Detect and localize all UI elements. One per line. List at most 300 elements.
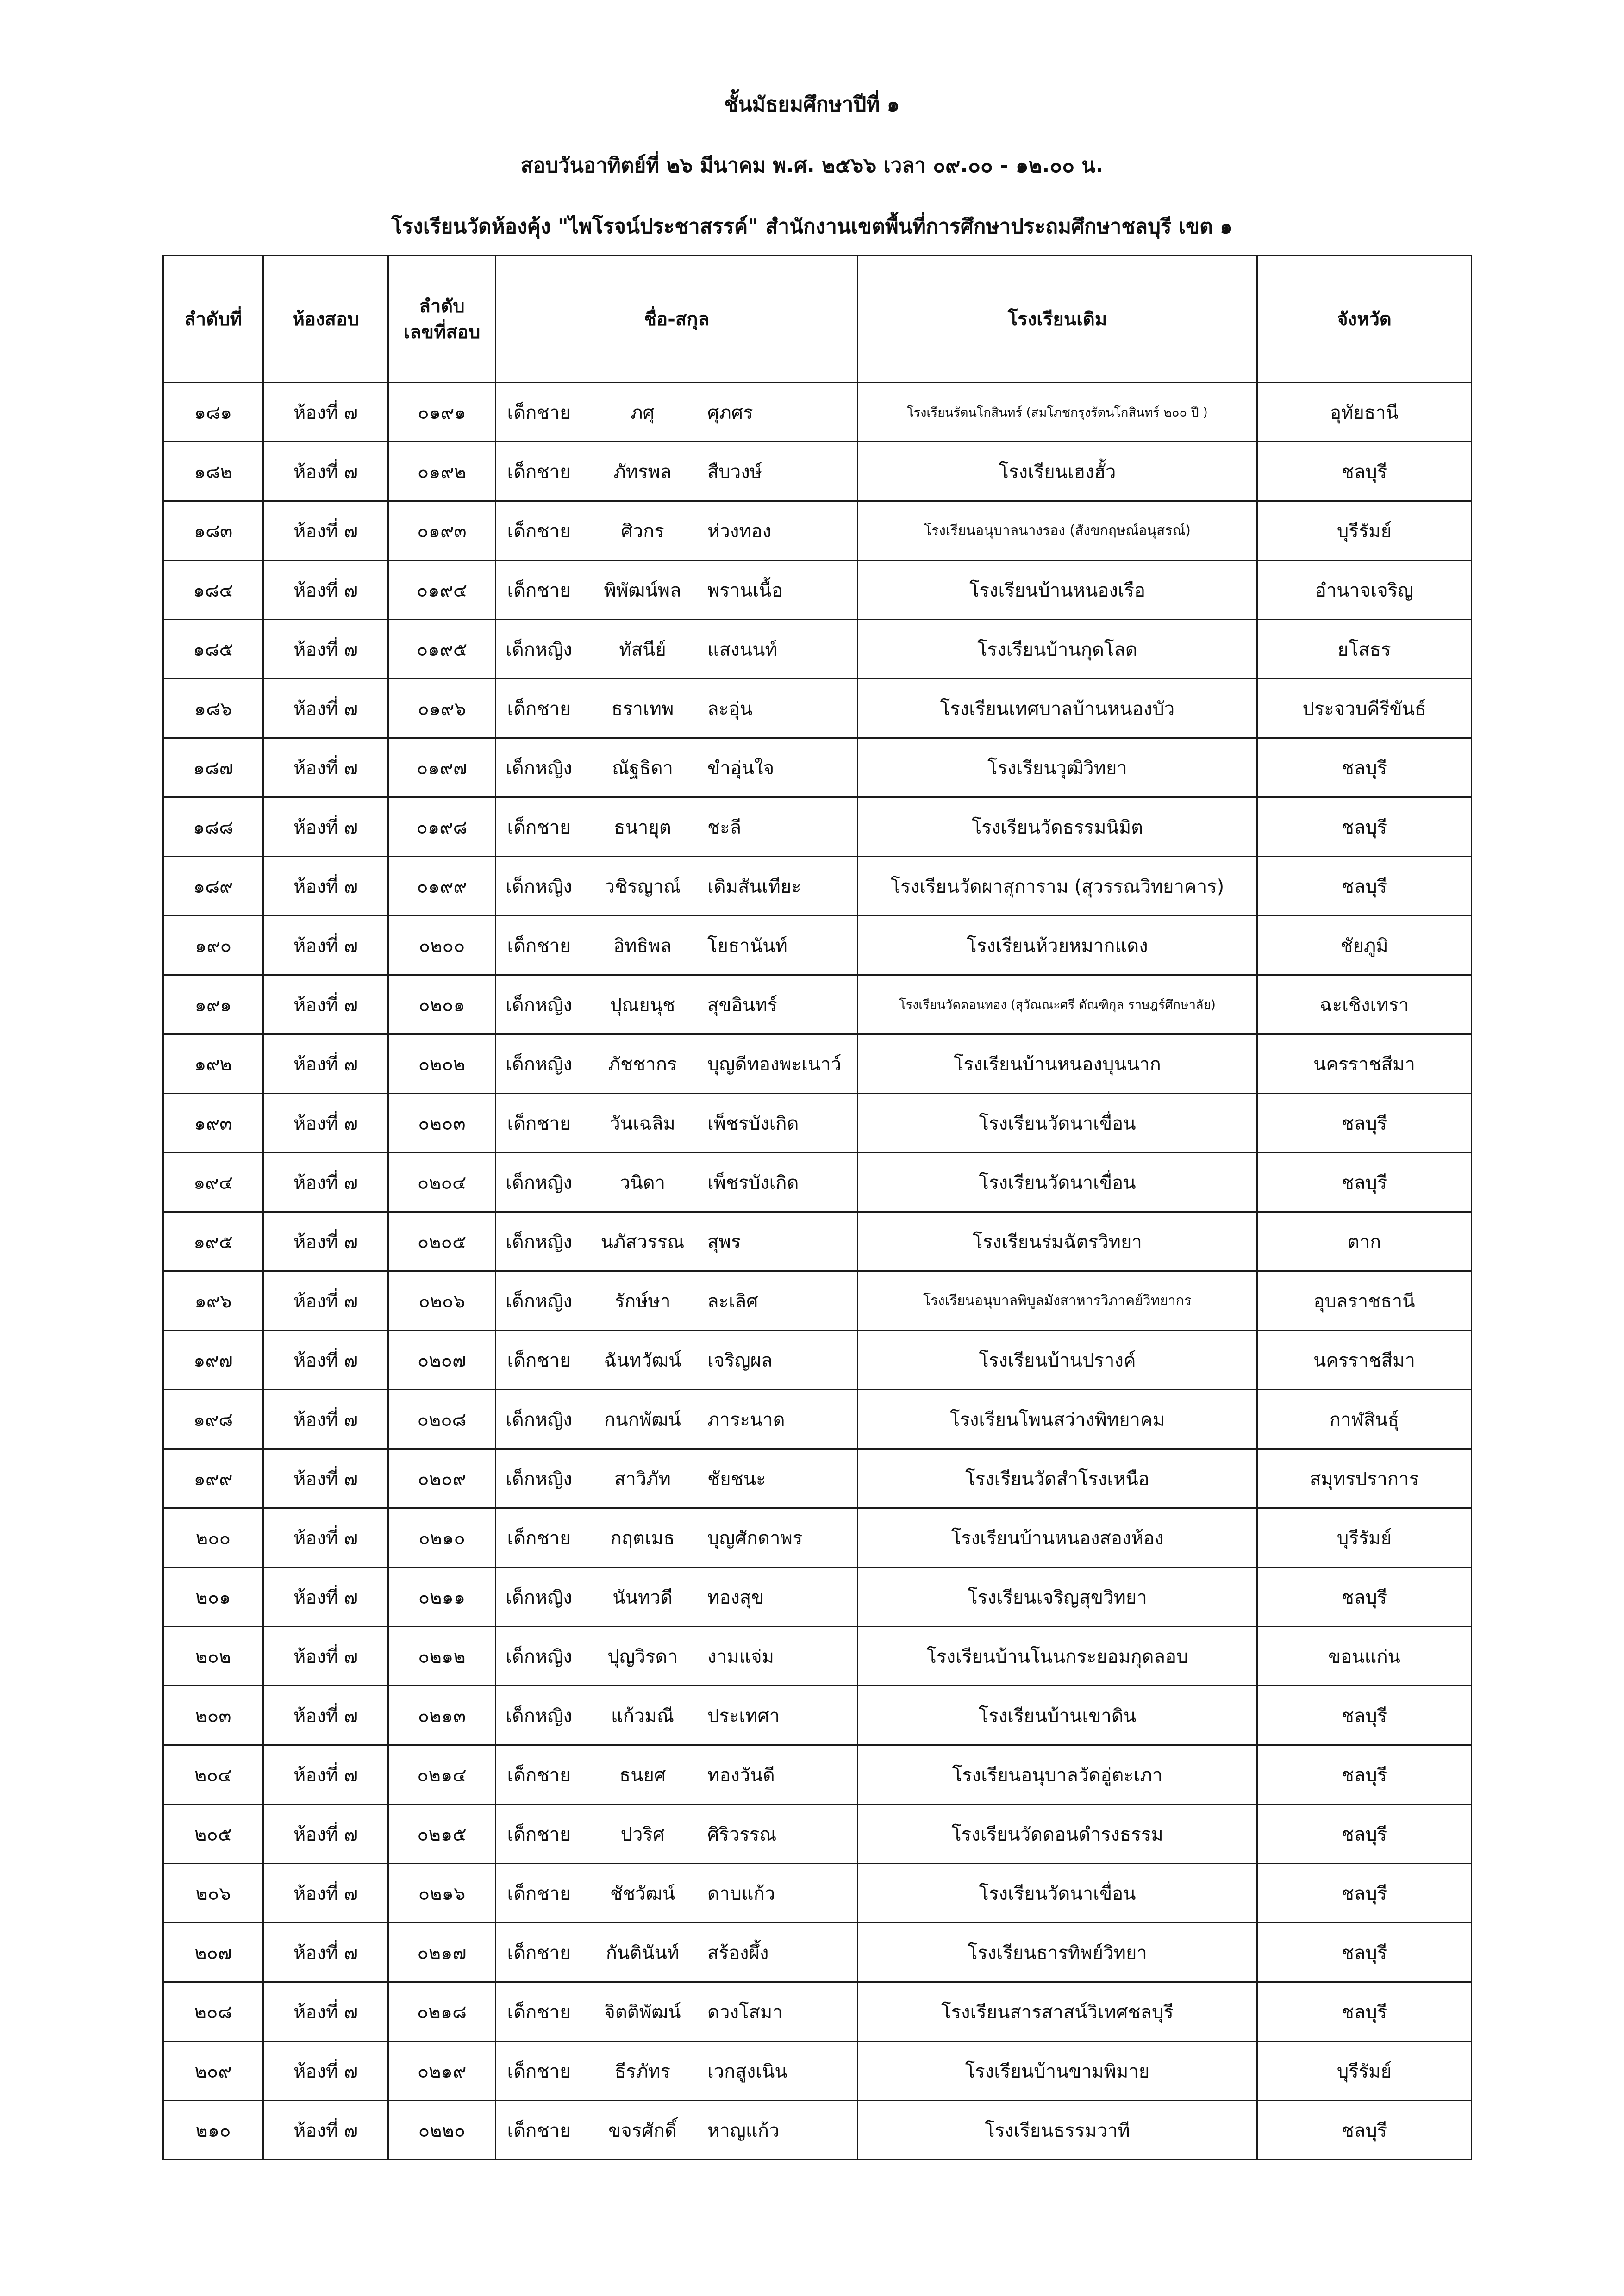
name-group bbox=[496, 931, 857, 960]
province-cell: ชัยภูมิ bbox=[1257, 916, 1472, 975]
province-cell: ฉะเชิงเทรา bbox=[1257, 975, 1472, 1034]
name-cell bbox=[496, 1034, 858, 1094]
name-last: ศิริวรรณ bbox=[707, 1823, 777, 1845]
province-cell: ขอนแก่น bbox=[1257, 1627, 1472, 1686]
name-first: ภัทรพล bbox=[613, 461, 672, 483]
school-cell: โรงเรียนธรรมวาที bbox=[858, 2101, 1257, 2160]
name-first: พิพัฒน์พล bbox=[604, 579, 681, 601]
exam-number-cell: ๐๒๐๐ bbox=[388, 916, 496, 975]
province-cell: ชลบุรี bbox=[1257, 1923, 1472, 1982]
school-cell: โรงเรียนรัตนโกสินทร์ (สมโภชกรุงรัตนโกสินทร์ ๒๐๐ ปี ) bbox=[858, 383, 1257, 442]
province-cell: อำนาจเจริญ bbox=[1257, 560, 1472, 620]
name-last: หาญแก้ว bbox=[707, 2120, 780, 2141]
table-row bbox=[163, 1923, 1472, 1982]
name-title: เด็กหญิง bbox=[506, 1468, 572, 1490]
room-cell: ห้องที่ ๗ bbox=[263, 1627, 388, 1686]
school-cell: โรงเรียนวัดดอนดำรงธรรม bbox=[858, 1804, 1257, 1864]
name-group bbox=[496, 1108, 857, 1138]
school-cell: โรงเรียนสารสาสน์วิเทศชลบุรี bbox=[858, 1982, 1257, 2041]
table-row bbox=[163, 1212, 1472, 1271]
table-row bbox=[163, 620, 1472, 679]
order-cell: ๒๐๒ bbox=[163, 1627, 263, 1686]
name-cell bbox=[496, 1449, 858, 1508]
school-cell: โรงเรียนวัดสำโรงเหนือ bbox=[858, 1449, 1257, 1508]
name-cell bbox=[496, 975, 858, 1034]
province-cell: บุรีรัมย์ bbox=[1257, 1508, 1472, 1568]
order-cell: ๑๙๓ bbox=[163, 1094, 263, 1153]
room-cell: ห้องที่ ๗ bbox=[263, 679, 388, 738]
name-group bbox=[496, 990, 857, 1020]
col-header-order: ลำดับที่ bbox=[163, 256, 263, 383]
order-cell: ๑๘๓ bbox=[163, 501, 263, 560]
province-cell: ชลบุรี bbox=[1257, 2101, 1472, 2160]
school-cell: โรงเรียนเจริญสุขวิทยา bbox=[858, 1568, 1257, 1627]
name-title: เด็กชาย bbox=[507, 1113, 571, 1134]
order-cell: ๒๐๓ bbox=[163, 1686, 263, 1745]
order-cell: ๑๘๖ bbox=[163, 679, 263, 738]
room-cell: ห้องที่ ๗ bbox=[263, 1982, 388, 2041]
table-row bbox=[163, 916, 1472, 975]
name-first: กฤตเมธ bbox=[610, 1527, 675, 1549]
name-title: เด็กหญิง bbox=[506, 1172, 572, 1194]
name-cell bbox=[496, 916, 858, 975]
name-group bbox=[496, 1582, 857, 1612]
name-title: เด็กหญิง bbox=[506, 757, 572, 779]
room-cell: ห้องที่ ๗ bbox=[263, 1153, 388, 1212]
name-title: เด็กชาย bbox=[507, 816, 571, 838]
name-first: วชิรญาณ์ bbox=[604, 876, 681, 897]
school-cell: โรงเรียนวัดนาเขื่อน bbox=[858, 1094, 1257, 1153]
order-cell: ๑๘๗ bbox=[163, 738, 263, 797]
province-cell: ชลบุรี bbox=[1257, 1153, 1472, 1212]
province-cell: ตาก bbox=[1257, 1212, 1472, 1271]
name-cell bbox=[496, 797, 858, 857]
exam-number-cell: ๐๒๑๖ bbox=[388, 1864, 496, 1923]
school-cell: โรงเรียนอนุบาลนางรอง (สังขกฤษณ์อนุสรณ์) bbox=[858, 501, 1257, 560]
exam-number-cell: ๐๒๐๘ bbox=[388, 1390, 496, 1449]
name-last: ประเทศา bbox=[707, 1705, 780, 1727]
room-cell: ห้องที่ ๗ bbox=[263, 1745, 388, 1804]
province-cell: นครราชสีมา bbox=[1257, 1331, 1472, 1390]
school-cell: โรงเรียนโพนสว่างพิทยาคม bbox=[858, 1390, 1257, 1449]
table-row bbox=[163, 1864, 1472, 1923]
name-title: เด็กหญิง bbox=[506, 639, 572, 660]
name-group bbox=[496, 694, 857, 723]
room-cell: ห้องที่ ๗ bbox=[263, 1271, 388, 1331]
name-first: ปุณยนุช bbox=[610, 994, 675, 1016]
name-first: กนกพัฒน์ bbox=[604, 1409, 681, 1431]
school-cell: โรงเรียนเทศบาลบ้านหนองบัว bbox=[858, 679, 1257, 738]
name-first: ฉันทวัฒน์ bbox=[604, 1350, 681, 1371]
name-first: ปวริศ bbox=[620, 1823, 665, 1845]
name-group bbox=[496, 2056, 857, 2086]
order-cell: ๑๙๐ bbox=[163, 916, 263, 975]
name-group bbox=[496, 1760, 857, 1790]
room-cell: ห้องที่ ๗ bbox=[263, 1212, 388, 1271]
school-cell: โรงเรียนวัดผาสุการาม (สุวรรณวิทยาคาร) bbox=[858, 857, 1257, 916]
roster-body bbox=[163, 383, 1472, 2160]
exam-number-cell: ๐๒๑๑ bbox=[388, 1568, 496, 1627]
table-row bbox=[163, 1271, 1472, 1331]
name-last: ทองวันดี bbox=[707, 1764, 775, 1786]
name-last: พรานเนื้อ bbox=[707, 579, 783, 601]
province-cell: ชลบุรี bbox=[1257, 1864, 1472, 1923]
name-last: ดาบแก้ว bbox=[707, 1883, 775, 1904]
room-cell: ห้องที่ ๗ bbox=[263, 442, 388, 501]
name-cell bbox=[496, 1094, 858, 1153]
table-row bbox=[163, 1153, 1472, 1212]
exam-number-cell: ๐๒๑๓ bbox=[388, 1686, 496, 1745]
school-cell: โรงเรียนวัดนาเขื่อน bbox=[858, 1153, 1257, 1212]
province-cell: อุบลราชธานี bbox=[1257, 1271, 1472, 1331]
name-last: สุขอินทร์ bbox=[707, 994, 777, 1016]
order-cell: ๑๘๘ bbox=[163, 797, 263, 857]
room-cell: ห้องที่ ๗ bbox=[263, 2101, 388, 2160]
name-group bbox=[496, 1049, 857, 1079]
name-cell bbox=[496, 1627, 858, 1686]
name-cell bbox=[496, 1508, 858, 1568]
name-title: เด็กหญิง bbox=[506, 876, 572, 897]
school-cell: โรงเรียนบ้านหนองบุนนาก bbox=[858, 1034, 1257, 1094]
exam-number-cell: ๐๒๑๗ bbox=[388, 1923, 496, 1982]
name-cell bbox=[496, 1864, 858, 1923]
name-first: วันเฉลิม bbox=[610, 1113, 675, 1134]
col-header-exam-number-line1: ลำดับ bbox=[419, 295, 465, 317]
name-cell bbox=[496, 857, 858, 916]
name-last: ชะลี bbox=[707, 816, 742, 838]
col-header-province: จังหวัด bbox=[1257, 256, 1472, 383]
name-cell bbox=[496, 620, 858, 679]
order-cell: ๒๐๖ bbox=[163, 1864, 263, 1923]
order-cell: ๑๙๑ bbox=[163, 975, 263, 1034]
name-last: โยธานันท์ bbox=[707, 935, 787, 957]
order-cell: ๒๐๐ bbox=[163, 1508, 263, 1568]
room-cell: ห้องที่ ๗ bbox=[263, 916, 388, 975]
col-header-exam-number bbox=[388, 256, 496, 383]
name-title: เด็กหญิง bbox=[506, 1290, 572, 1312]
school-cell: โรงเรียนบ้านโนนกระยอมกุดลอบ bbox=[858, 1627, 1257, 1686]
exam-number-cell: ๐๑๙๗ bbox=[388, 738, 496, 797]
name-cell bbox=[496, 1271, 858, 1331]
name-cell bbox=[496, 1331, 858, 1390]
school-cell: โรงเรียนบ้านปรางค์ bbox=[858, 1331, 1257, 1390]
room-cell: ห้องที่ ๗ bbox=[263, 1390, 388, 1449]
room-cell: ห้องที่ ๗ bbox=[263, 1804, 388, 1864]
exam-number-cell: ๐๑๙๘ bbox=[388, 797, 496, 857]
name-group bbox=[496, 1286, 857, 1316]
province-cell: นครราชสีมา bbox=[1257, 1034, 1472, 1094]
name-cell bbox=[496, 442, 858, 501]
province-cell: ยโสธร bbox=[1257, 620, 1472, 679]
province-cell: บุรีรัมย์ bbox=[1257, 501, 1472, 560]
province-cell: ประจวบคีรีขันธ์ bbox=[1257, 679, 1472, 738]
name-title: เด็กชาย bbox=[507, 1527, 571, 1549]
room-cell: ห้องที่ ๗ bbox=[263, 1449, 388, 1508]
name-title: เด็กหญิง bbox=[506, 1705, 572, 1727]
school-cell: โรงเรียนวุฒิวิทยา bbox=[858, 738, 1257, 797]
name-group bbox=[496, 1523, 857, 1553]
exam-number-cell: ๐๒๐๙ bbox=[388, 1449, 496, 1508]
table-row bbox=[163, 1745, 1472, 1804]
school-cell: โรงเรียนร่มฉัตรวิทยา bbox=[858, 1212, 1257, 1271]
table-row bbox=[163, 2101, 1472, 2160]
table-row bbox=[163, 1627, 1472, 1686]
name-group bbox=[496, 516, 857, 546]
exam-number-cell: ๐๒๐๓ bbox=[388, 1094, 496, 1153]
table-row bbox=[163, 1804, 1472, 1864]
order-cell: ๑๙๔ bbox=[163, 1153, 263, 1212]
name-last: ทองสุข bbox=[707, 1587, 764, 1608]
name-last: ห่วงทอง bbox=[707, 520, 772, 542]
room-cell: ห้องที่ ๗ bbox=[263, 975, 388, 1034]
room-cell: ห้องที่ ๗ bbox=[263, 1686, 388, 1745]
name-first: ภศุ bbox=[631, 402, 655, 423]
school-cell: โรงเรียนวัดนาเขื่อน bbox=[858, 1864, 1257, 1923]
room-cell: ห้องที่ ๗ bbox=[263, 797, 388, 857]
name-group bbox=[496, 575, 857, 605]
order-cell: ๒๑๐ bbox=[163, 2101, 263, 2160]
name-first: ธนายุต bbox=[614, 816, 671, 838]
name-last: ละเลิศ bbox=[707, 1290, 758, 1312]
name-group bbox=[496, 398, 857, 427]
name-first: วนิดา bbox=[619, 1172, 666, 1194]
order-cell: ๑๙๒ bbox=[163, 1034, 263, 1094]
table-row bbox=[163, 975, 1472, 1034]
table-row bbox=[163, 1982, 1472, 2041]
name-last: เจริญผล bbox=[707, 1350, 773, 1371]
room-cell: ห้องที่ ๗ bbox=[263, 1331, 388, 1390]
order-cell: ๒๐๑ bbox=[163, 1568, 263, 1627]
name-first: ธีรภัทร bbox=[614, 2060, 671, 2082]
school-cell: โรงเรียนวัดธรรมนิมิต bbox=[858, 797, 1257, 857]
name-last: ภาระนาด bbox=[707, 1409, 785, 1431]
exam-number-cell: ๐๒๑๕ bbox=[388, 1804, 496, 1864]
name-last: งามแจ่ม bbox=[707, 1646, 774, 1668]
room-cell: ห้องที่ ๗ bbox=[263, 383, 388, 442]
name-group bbox=[496, 635, 857, 664]
name-last: สืบวงษ์ bbox=[707, 461, 762, 483]
name-last: บุญดีทองพะเนาว์ bbox=[707, 1053, 842, 1075]
order-cell: ๒๐๔ bbox=[163, 1745, 263, 1804]
exam-number-cell: ๐๑๙๙ bbox=[388, 857, 496, 916]
order-cell: ๒๐๗ bbox=[163, 1923, 263, 1982]
name-group bbox=[496, 457, 857, 486]
name-title: เด็กชาย bbox=[507, 2001, 571, 2023]
exam-number-cell: ๐๒๐๔ bbox=[388, 1153, 496, 1212]
name-cell bbox=[496, 1153, 858, 1212]
table-row bbox=[163, 797, 1472, 857]
room-cell: ห้องที่ ๗ bbox=[263, 620, 388, 679]
order-cell: ๑๙๙ bbox=[163, 1449, 263, 1508]
name-last: แสงนนท์ bbox=[707, 639, 777, 660]
room-cell: ห้องที่ ๗ bbox=[263, 857, 388, 916]
name-first: ปุญวิรดา bbox=[607, 1646, 678, 1668]
table-row bbox=[163, 857, 1472, 916]
name-title: เด็กชาย bbox=[507, 2120, 571, 2141]
name-cell bbox=[496, 2041, 858, 2101]
name-cell bbox=[496, 1982, 858, 2041]
province-cell: ชลบุรี bbox=[1257, 442, 1472, 501]
name-first: อิทธิพล bbox=[613, 935, 672, 957]
order-cell: ๑๙๖ bbox=[163, 1271, 263, 1331]
table-row bbox=[163, 1331, 1472, 1390]
order-cell: ๒๐๙ bbox=[163, 2041, 263, 2101]
name-cell bbox=[496, 1686, 858, 1745]
order-cell: ๑๘๔ bbox=[163, 560, 263, 620]
name-first: ขจรศักดิ์ bbox=[608, 2120, 677, 2141]
order-cell: ๒๐๕ bbox=[163, 1804, 263, 1864]
name-first: ธราเทพ bbox=[611, 698, 674, 720]
school-cell: โรงเรียนบ้านขามพิมาย bbox=[858, 2041, 1257, 2101]
name-cell bbox=[496, 501, 858, 560]
name-cell bbox=[496, 1804, 858, 1864]
name-first: จิตติพัฒน์ bbox=[604, 2001, 681, 2023]
province-cell: ชลบุรี bbox=[1257, 1568, 1472, 1627]
exam-number-cell: ๐๑๙๒ bbox=[388, 442, 496, 501]
name-first: ทัสนีย์ bbox=[619, 639, 666, 660]
table-row bbox=[163, 1508, 1472, 1568]
name-first: ภัชชากร bbox=[608, 1053, 677, 1075]
order-cell: ๑๘๒ bbox=[163, 442, 263, 501]
province-cell: ชลบุรี bbox=[1257, 1804, 1472, 1864]
school-cell: โรงเรียนบ้านหนองเรือ bbox=[858, 560, 1257, 620]
name-group bbox=[496, 1642, 857, 1671]
name-title: เด็กชาย bbox=[507, 1350, 571, 1371]
name-group bbox=[496, 1819, 857, 1849]
col-header-exam-number-line2: เลขที่สอบ bbox=[403, 321, 481, 343]
name-first: นันทวดี bbox=[612, 1587, 673, 1608]
name-last: ศุภศร bbox=[707, 402, 753, 423]
order-cell: ๑๘๙ bbox=[163, 857, 263, 916]
exam-date-line: สอบวันอาทิตย์ที่ ๒๖ มีนาคม พ.ศ. ๒๕๖๖ เวลา ๐๙.๐๐ - ๑๒.๐๐ น. bbox=[520, 154, 1104, 177]
exam-number-cell: ๐๒๐๒ bbox=[388, 1034, 496, 1094]
room-cell: ห้องที่ ๗ bbox=[263, 738, 388, 797]
room-cell: ห้องที่ ๗ bbox=[263, 1034, 388, 1094]
school-cell: โรงเรียนธารทิพย์วิทยา bbox=[858, 1923, 1257, 1982]
name-title: เด็กชาย bbox=[507, 1764, 571, 1786]
room-cell: ห้องที่ ๗ bbox=[263, 1864, 388, 1923]
name-title: เด็กหญิง bbox=[506, 1053, 572, 1075]
exam-number-cell: ๐๒๐๕ bbox=[388, 1212, 496, 1271]
col-header-school: โรงเรียนเดิม bbox=[858, 256, 1257, 383]
name-last: สร้องผึ้ง bbox=[707, 1942, 769, 1964]
province-cell: ชลบุรี bbox=[1257, 738, 1472, 797]
name-title: เด็กหญิง bbox=[506, 1646, 572, 1668]
table-row bbox=[163, 560, 1472, 620]
table-row bbox=[163, 738, 1472, 797]
exam-number-cell: ๐๒๑๙ bbox=[388, 2041, 496, 2101]
table-row bbox=[163, 1568, 1472, 1627]
name-title: เด็กชาย bbox=[507, 461, 571, 483]
school-cell: โรงเรียนอนุบาลพิบูลมังสาหารวิภาคย์วิทยากร bbox=[858, 1271, 1257, 1331]
order-cell: ๑๙๕ bbox=[163, 1212, 263, 1271]
province-cell: บุรีรัมย์ bbox=[1257, 2041, 1472, 2101]
exam-number-cell: ๐๑๙๑ bbox=[388, 383, 496, 442]
room-cell: ห้องที่ ๗ bbox=[263, 1508, 388, 1568]
name-group bbox=[496, 1997, 857, 2027]
exam-number-cell: ๐๑๙๖ bbox=[388, 679, 496, 738]
province-cell: กาฬสินธุ์ bbox=[1257, 1390, 1472, 1449]
name-cell bbox=[496, 2101, 858, 2160]
exam-number-cell: ๐๒๐๗ bbox=[388, 1331, 496, 1390]
name-first: กันตินันท์ bbox=[606, 1942, 680, 1964]
province-cell: ชลบุรี bbox=[1257, 1686, 1472, 1745]
school-cell: โรงเรียนบ้านกุดโลด bbox=[858, 620, 1257, 679]
name-last: สุพร bbox=[707, 1231, 741, 1253]
col-header-name: ชื่อ-สกุล bbox=[496, 256, 858, 383]
name-title: เด็กชาย bbox=[507, 1823, 571, 1845]
name-cell bbox=[496, 1568, 858, 1627]
school-cell: โรงเรียนเฮงฮั้ว bbox=[858, 442, 1257, 501]
name-last: เดิมสันเทียะ bbox=[707, 876, 801, 897]
name-title: เด็กชาย bbox=[507, 2060, 571, 2082]
col-header-room: ห้องสอบ bbox=[263, 256, 388, 383]
name-title: เด็กหญิง bbox=[506, 1587, 572, 1608]
exam-number-cell: ๐๒๑๔ bbox=[388, 1745, 496, 1804]
room-cell: ห้องที่ ๗ bbox=[263, 501, 388, 560]
exam-number-cell: ๐๑๙๓ bbox=[388, 501, 496, 560]
province-cell: ชลบุรี bbox=[1257, 857, 1472, 916]
table-row bbox=[163, 1449, 1472, 1508]
name-cell bbox=[496, 1923, 858, 1982]
name-last: บุญศักดาพร bbox=[707, 1527, 803, 1549]
exam-number-cell: ๐๒๑๒ bbox=[388, 1627, 496, 1686]
name-last: ชัยชนะ bbox=[707, 1468, 766, 1490]
table-row bbox=[163, 2041, 1472, 2101]
order-cell: ๑๘๑ bbox=[163, 383, 263, 442]
order-cell: ๑๙๗ bbox=[163, 1331, 263, 1390]
document-title: ชั้นมัธยมศึกษาปีที่ ๑ bbox=[724, 93, 900, 116]
name-title: เด็กชาย bbox=[507, 579, 571, 601]
name-first: ณัฐธิดา bbox=[612, 757, 674, 779]
province-cell: สมุทรปราการ bbox=[1257, 1449, 1472, 1508]
name-title: เด็กหญิง bbox=[506, 1409, 572, 1431]
table-row bbox=[163, 1390, 1472, 1449]
name-last: เพ็ชรบังเกิด bbox=[707, 1172, 799, 1194]
exam-venue-line: โรงเรียนวัดห้องคุ้ง "ไพโรจน์ประชาสรรค์" สำนักงานเขตพื้นที่การศึกษาประถมศึกษาชลบุรี เขต ๑ bbox=[391, 215, 1233, 238]
name-group bbox=[496, 812, 857, 842]
name-group bbox=[496, 1879, 857, 1908]
order-cell: ๑๘๕ bbox=[163, 620, 263, 679]
province-cell: ชลบุรี bbox=[1257, 797, 1472, 857]
table-header-row bbox=[163, 256, 1472, 383]
order-cell: ๒๐๘ bbox=[163, 1982, 263, 2041]
name-group bbox=[496, 1345, 857, 1375]
name-title: เด็กชาย bbox=[507, 402, 571, 423]
student-roster-table bbox=[162, 255, 1472, 2160]
table-row bbox=[163, 501, 1472, 560]
room-cell: ห้องที่ ๗ bbox=[263, 560, 388, 620]
name-cell bbox=[496, 560, 858, 620]
name-group bbox=[496, 2116, 857, 2145]
school-cell: โรงเรียนอนุบาลวัดอู่ตะเภา bbox=[858, 1745, 1257, 1804]
province-cell: ชลบุรี bbox=[1257, 1745, 1472, 1804]
name-group bbox=[496, 1701, 857, 1730]
table-row bbox=[163, 1034, 1472, 1094]
name-last: เวกสูงเนิน bbox=[707, 2060, 787, 2082]
name-first: แก้วมณี bbox=[611, 1705, 674, 1727]
table-row bbox=[163, 1094, 1472, 1153]
room-cell: ห้องที่ ๗ bbox=[263, 1568, 388, 1627]
name-title: เด็กชาย bbox=[507, 1942, 571, 1964]
name-cell bbox=[496, 383, 858, 442]
name-title: เด็กหญิง bbox=[506, 994, 572, 1016]
name-group bbox=[496, 1938, 857, 1967]
school-cell: โรงเรียนบ้านเขาดิน bbox=[858, 1686, 1257, 1745]
exam-number-cell: ๐๑๙๔ bbox=[388, 560, 496, 620]
exam-number-cell: ๐๒๒๐ bbox=[388, 2101, 496, 2160]
name-title: เด็กหญิง bbox=[506, 1231, 572, 1253]
